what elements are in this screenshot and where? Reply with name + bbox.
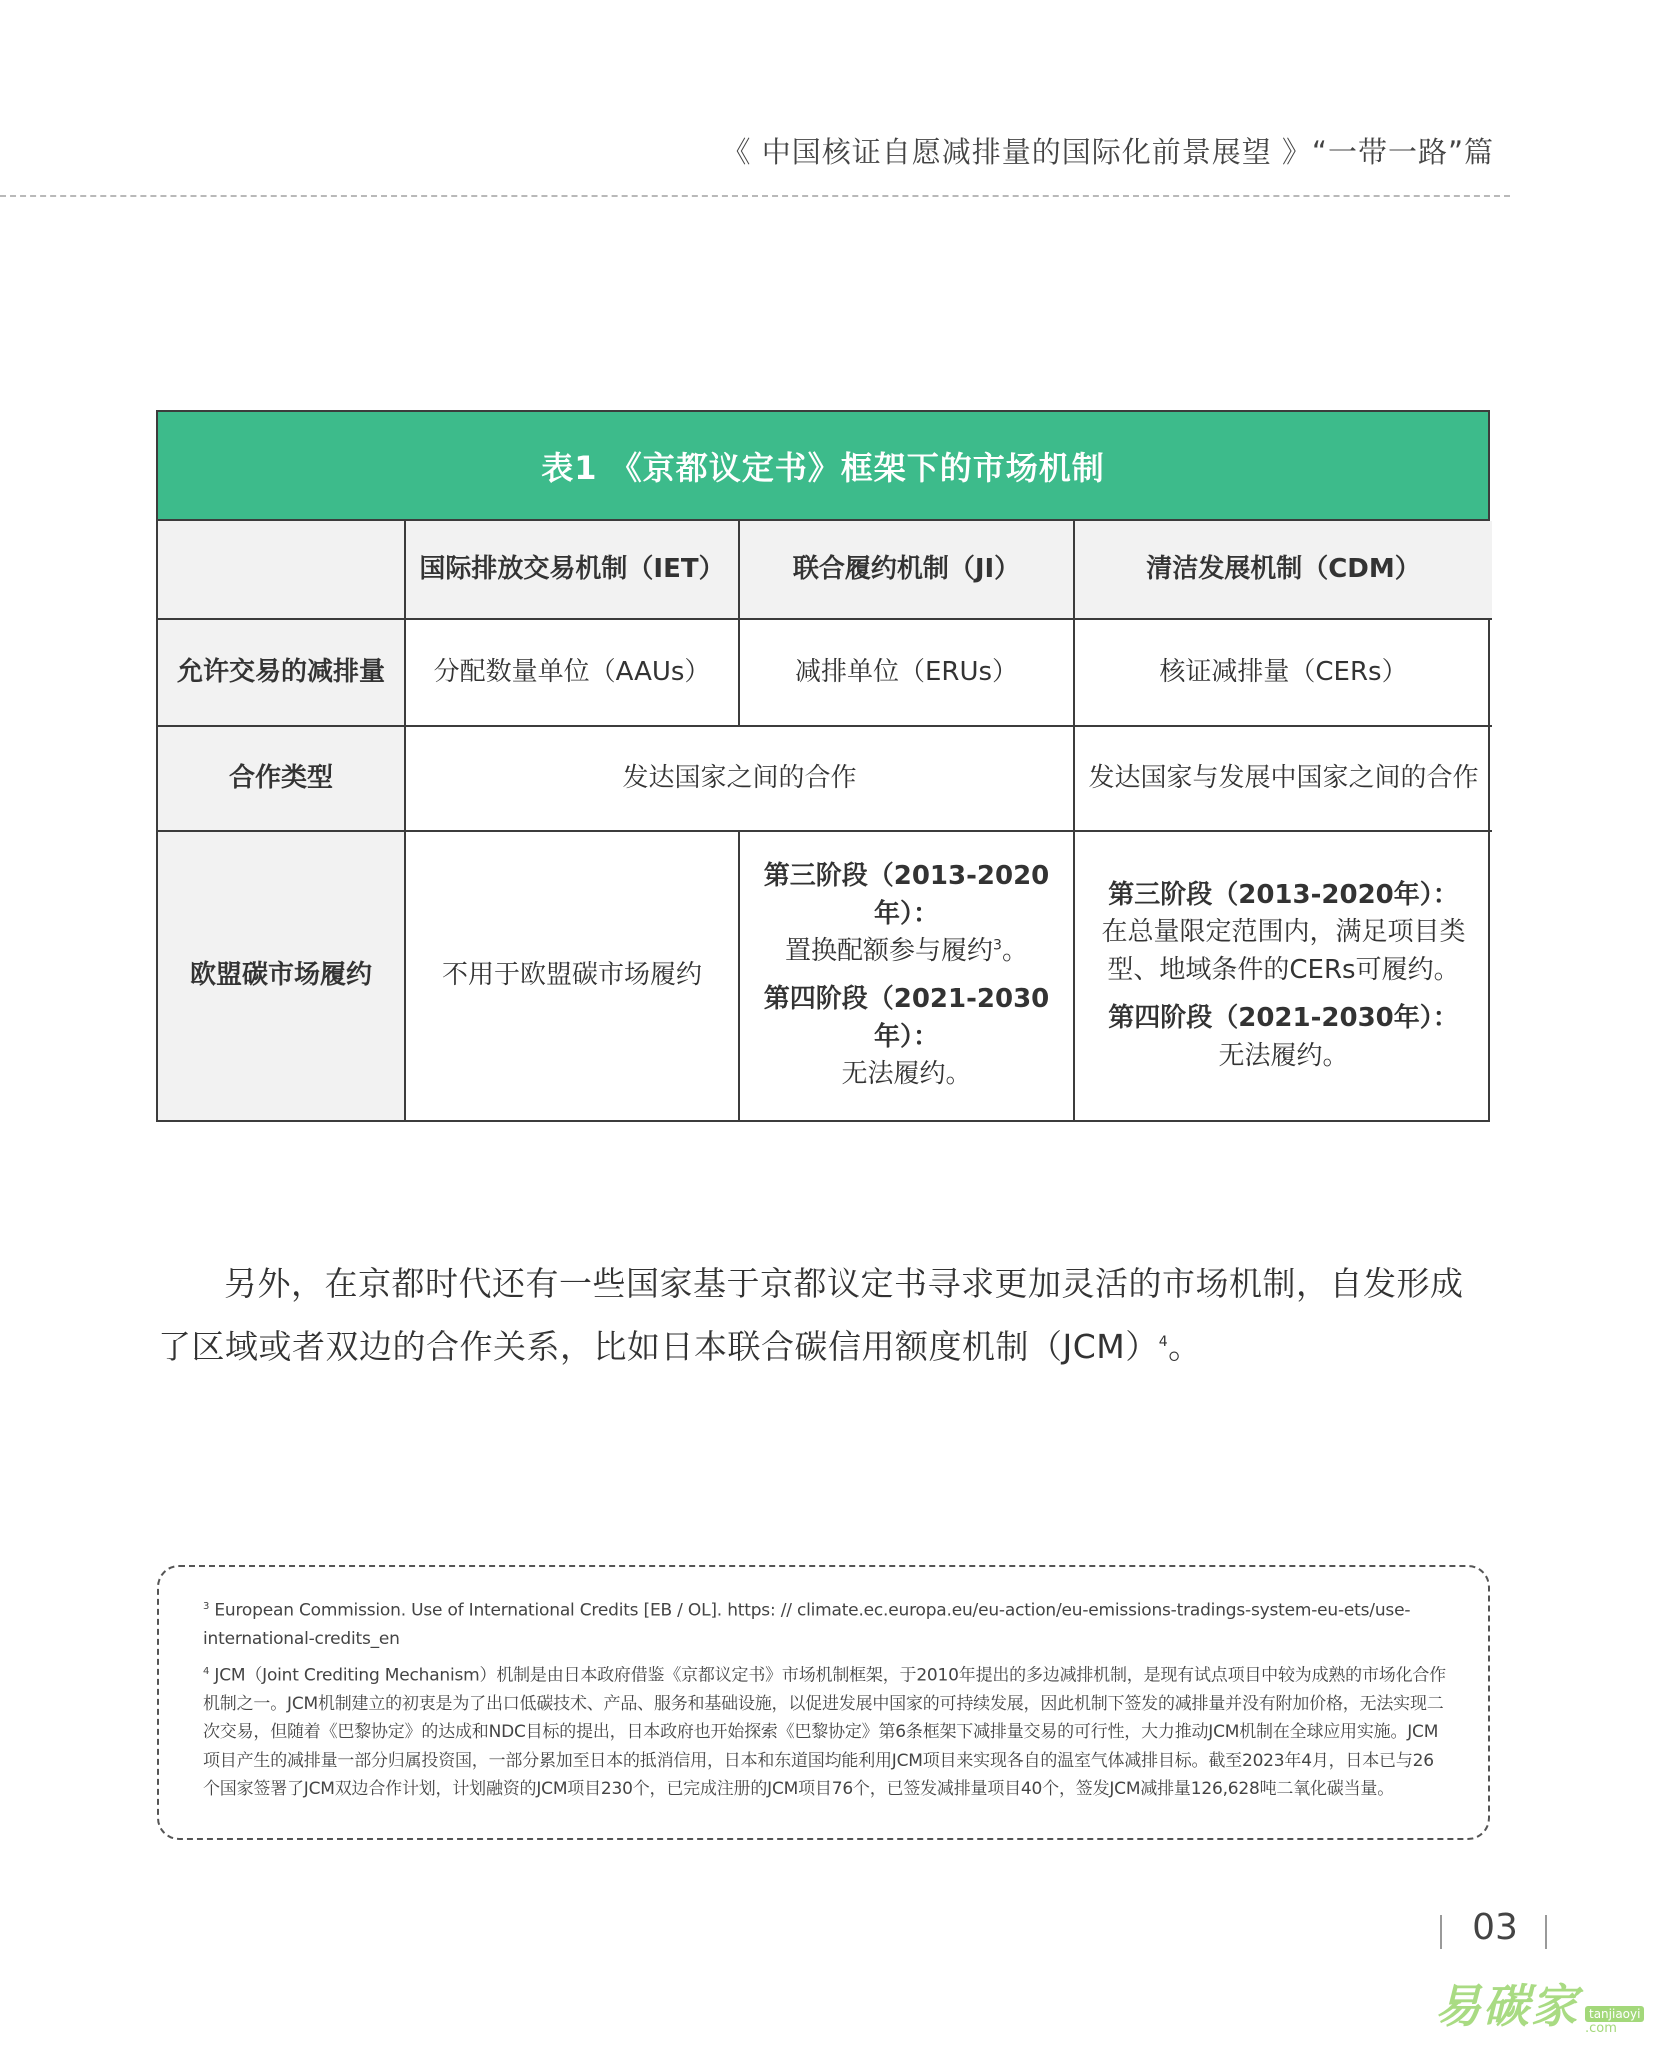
footnote-number: 3 — [203, 1601, 210, 1612]
cdm-phase3-text: 在总量限定范围内，满足项目类型、地域条件的CERs可履约。 — [1101, 917, 1466, 986]
footnote-ref-3: 3 — [993, 937, 1002, 954]
body-paragraph-end: 。 — [1168, 1327, 1202, 1366]
cell-eu-ji — [739, 831, 1074, 1120]
watermark-text: 易碳家 — [1435, 1979, 1579, 2033]
footnotes-box — [157, 1565, 1490, 1840]
table-header-row — [158, 521, 1492, 619]
ji-phase3-title: 第三阶段（2013-2020年）： — [763, 860, 1050, 929]
column-header-ji: 联合履约机制（JI） — [739, 521, 1074, 619]
cell-eu-cdm — [1074, 831, 1492, 1120]
cell-cooperation-cdm: 发达国家与发展中国家之间的合作 — [1074, 726, 1492, 831]
ji-phase4-text: 无法履约。 — [841, 1059, 972, 1090]
watermark-tld: .com — [1585, 2021, 1617, 2036]
cdm-phase4-text: 无法履约。 — [1218, 1040, 1349, 1071]
cell-units-ji: 减排单位（ERUs） — [739, 619, 1074, 726]
cell-eu-iet: 不用于欧盟碳市场履约 — [405, 831, 739, 1120]
row-header-cooperation: 合作类型 — [158, 726, 405, 831]
body-paragraph — [158, 1255, 1493, 1376]
footnote-ref-4: 4 — [1158, 1334, 1169, 1350]
table-row — [158, 831, 1492, 1120]
row-header-units: 允许交易的减排量 — [158, 619, 405, 726]
watermark-logo — [1435, 1970, 1644, 2036]
ji-phase3-text-wrap — [752, 933, 1061, 971]
column-header-iet: 国际排放交易机制（IET） — [405, 521, 739, 619]
footnote-4 — [203, 1658, 1448, 1804]
table-title: 表1 《京都议定书》框架下的市场机制 — [158, 412, 1488, 521]
mechanism-table — [156, 410, 1490, 1122]
footnote-number: 4 — [203, 1665, 210, 1677]
body-paragraph-text: 另外，在京都时代还有一些国家基于京都议定书寻求更加灵活的市场机制，自发形成了区域或者双边的合作关系，比如日本联合碳信用额度机制（JCM） — [158, 1264, 1464, 1366]
mechanism-grid — [158, 521, 1492, 1120]
page-number: 03 — [1472, 1907, 1518, 1948]
ji-phase3-text: 置换配额参与履约 — [785, 936, 994, 967]
ji-phase3-end: 。 — [1001, 936, 1028, 967]
cell-units-cdm: 核证减排量（CERs） — [1074, 619, 1492, 726]
page-number-left-bar — [1440, 1915, 1442, 1949]
table-row — [158, 619, 1492, 726]
cdm-phase4-title: 第四阶段（2021-2030年）： — [1108, 1002, 1459, 1033]
footnote-text: European Commission. Use of International Credits [EB / OL]. https: // climate.ec.europa.eu/eu-action/eu-emissions-tradings-system-eu-ets/use-international-credits_en — [203, 1600, 1411, 1650]
running-header: 《 中国核证自愿减排量的国际化前景展望 》“一带一路”篇 — [721, 135, 1494, 169]
table-row — [158, 726, 1492, 831]
ji-phase4-title: 第四阶段（2021-2030年）： — [763, 984, 1050, 1052]
row-header-eu-compliance: 欧盟碳市场履约 — [158, 831, 405, 1120]
cell-cooperation-iet-ji: 发达国家之间的合作 — [405, 726, 1074, 831]
watermark-domain-tag: tanjiaoyi — [1585, 2006, 1644, 2022]
column-header-cdm: 清洁发展机制（CDM） — [1074, 521, 1492, 619]
table-corner-cell — [158, 521, 405, 619]
header-divider — [0, 195, 1510, 197]
footnote-text: JCM（Joint Crediting Mechanism）机制是由日本政府借鉴《京都议定书》市场机制框架，于2010年提出的多边减排机制，是现有试点项目中较为成熟的市场化合作机制之一。JCM机制建立的初衷是为了出口低碳技术、产品、服务和基础设施，以促进发展中国家的可持续发展，因此机制下签发的减排量并没有附加价格，无法实现二次交易，但随着《巴黎协定》的达成和NDC目标的提出，日本政府也开始探索《巴黎协定》第6条框架下减排量交易的可行性，大力推动JCM机制在全球应用实施。JCM项目产生的减排量一部分归属投资国，一部分累加至日本的抵消信用，日本和东道国均能利用JCM项目来实现各自的温室气体减排目标。截至2023年4月，日本已与26个国家签署了JCM双边合作计划，计划融资的JCM项目230个，已完成注册的JCM项目76个，已签发减排量项目40个，签发JCM减排量126,628吨二氧化碳当量。 — [203, 1665, 1446, 1800]
cdm-phase3-title: 第三阶段（2013-2020年）： — [1108, 879, 1459, 910]
footnote-3 — [203, 1593, 1448, 1654]
cell-units-iet: 分配数量单位（AAUs） — [405, 619, 739, 726]
page-number-right-bar — [1545, 1915, 1547, 1949]
watermark-domain — [1585, 2006, 1644, 2036]
